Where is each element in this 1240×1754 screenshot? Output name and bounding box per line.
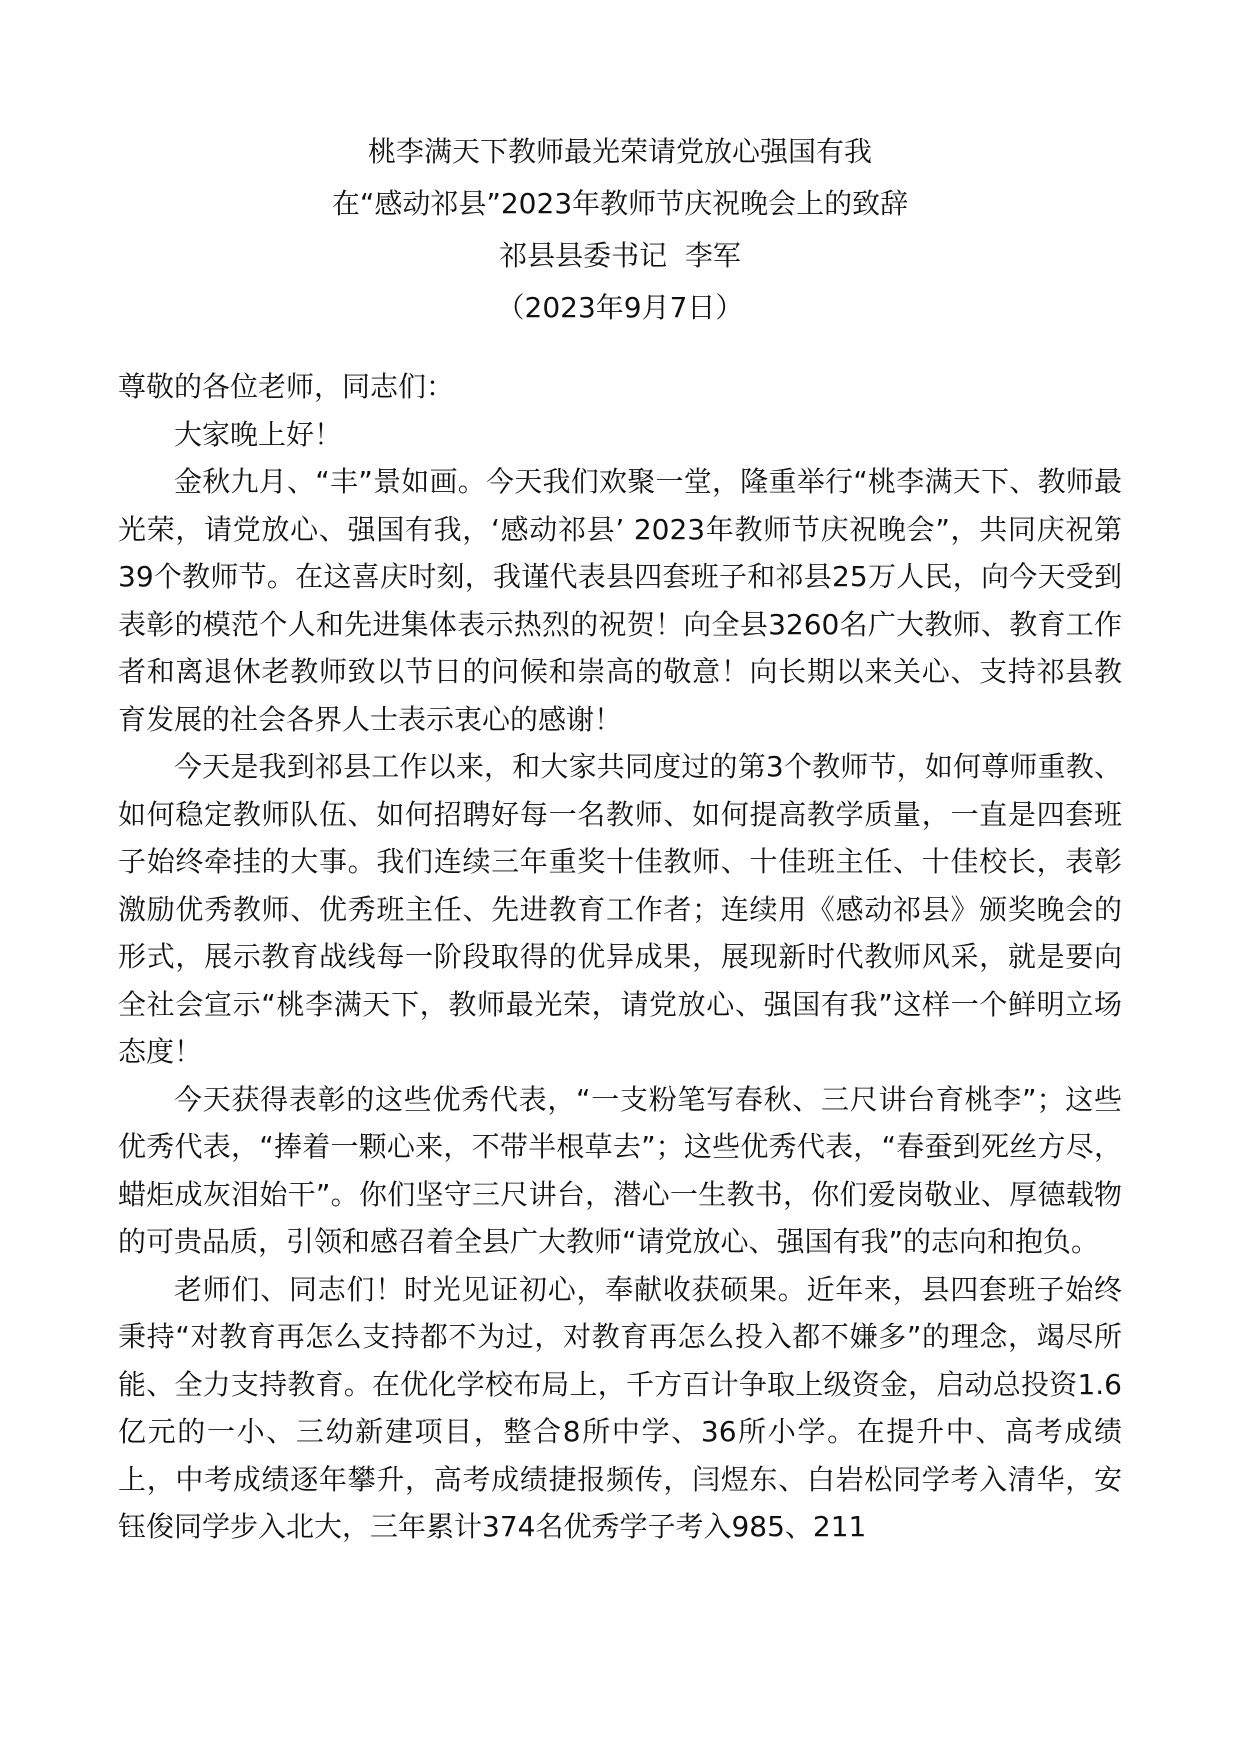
paragraph-opening: 金秋九月、“丰”景如画。今天我们欢聚一堂，隆重举行“桃李满天下、教师最光荣，请党放心、强国有我，‘感动祁县’ 2023年教师节庆祝晚会”，共同庆祝第39个教师节。在这喜庆时刻，我谨代表县四套班子和祁县25万人民，向今天受到表彰的模范个人和先进集体表示热烈的祝贺！向全县3260名广大教师、教育工作者和离退休老教师致以节日的问候和崇高的敬意！向长期以来关心、支持祁县教育发展的社会各界人士表示衷心的感谢！	[118, 465, 1122, 736]
paragraph-greeting: 大家晚上好！	[174, 417, 343, 451]
paragraph-achievements: 老师们、同志们！时光见证初心，奉献收获硕果。近年来，县四套班子始终秉持“对教育再怎么支持都不为过，对教育再怎么投入都不嫌多”的理念，竭尽所能、全力支持教育。在优化学校布局上，千方百计争取上级资金，启动总投资1.6亿元的一小、三幼新建项目，整合8所中学、36所小学。在提升中、高考成绩上，中考成绩逐年攀升，高考成绩捷报频传，闫煜东、白岩松同学考入清华，安钰俊同学步入北大，三年累计374名优秀学子考入985、211	[118, 1272, 1122, 1543]
speech-body	[118, 363, 1122, 1551]
speech-title: 桃李满天下教师最光荣请党放心强国有我	[367, 135, 872, 168]
paragraph-teachers-day: 今天是我到祁县工作以来，和大家共同度过的第3个教师节，如何尊师重教、如何稳定教师队伍、如何招聘好每一名教师、如何提高教学质量，一直是四套班子始终牵挂的大事。我们连续三年重奖十佳教师、十佳班主任、十佳校长，表彰激励优秀教师、优秀班主任、先进教育工作者；连续用《感动祁县》颁奖晚会的形式，展示教育战线每一阶段取得的优异成果，展现新时代教师风采，就是要向全社会宣示“桃李满天下，教师最光荣，请党放心、强国有我”这样一个鲜明立场态度！	[118, 750, 1122, 1068]
salutation: 尊敬的各位老师，同志们：	[118, 370, 455, 403]
speech-author: 祁县县委书记 李军	[499, 239, 741, 272]
speech-date: （2023年9月7日）	[496, 291, 744, 324]
paragraph-honorees: 今天获得表彰的这些优秀代表，“一支粉笔写春秋、三尺讲台育桃李”；这些优秀代表，“捧着一颗心来，不带半根草去”；这些优秀代表，“春蚕到死丝方尽，蜡炬成灰泪始干”。你们坚守三尺讲台，潜心一生教书，你们爱岗敬业、厚德载物的可贵品质，引领和感召着全县广大教师“请党放心、强国有我”的志向和抱负。	[118, 1082, 1122, 1258]
document-header	[0, 126, 1240, 334]
speech-subtitle: 在“感动祁县”2023年教师节庆祝晚会上的致辞	[331, 187, 909, 220]
